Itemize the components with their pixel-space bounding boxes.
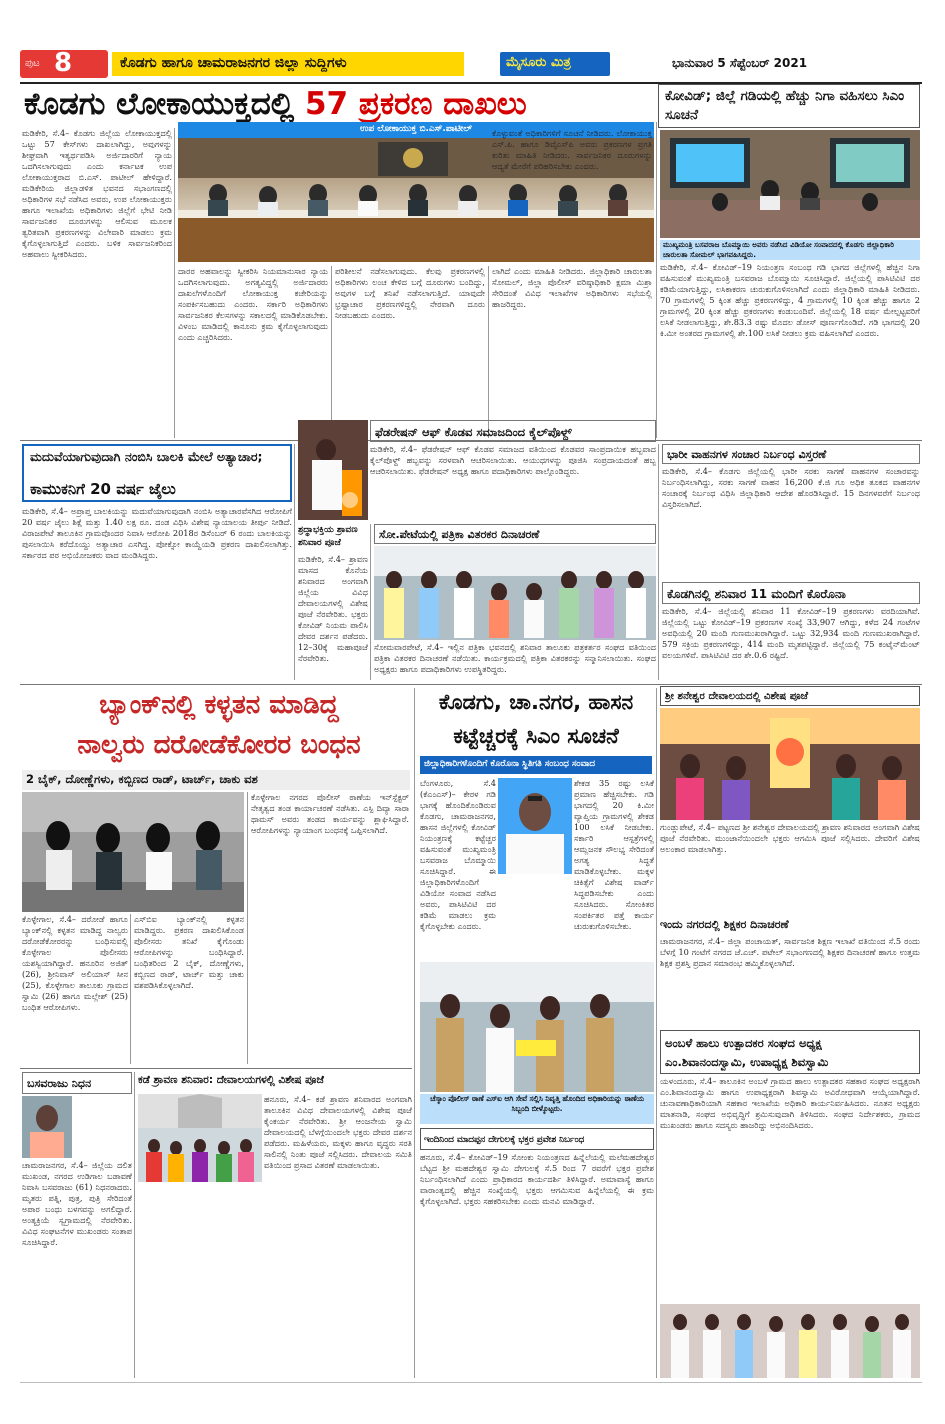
lead-col-5: ಕೊಳ್ಳುವಂತೆ ಅಧಿಕಾರಿಗಳಿಗೆ ಸೂಚನೆ ನೀಡಿದರು. ಲೋಕಾಯುಕ್ತ ಎಸ್.ಪಿ. ಹಾಗೂ ಡಿವೈಎಸ್‌ಪಿ ಅವರು ಪ್ರಕರಣಗಳ ಪ್ರಗತಿ ಕುರಿತು ಮಾಹಿತಿ ನೀಡಿದರು. ಸಾರ್ವಜನಿಕರ ದೂರುಗಳನ್ನು ಆದ್ಯತೆ ಮೇರೆಗೆ ಪರಿಹರಿಸಬೇಕು ಎಂದರು. — [492, 128, 652, 171]
federation-photo — [298, 420, 368, 520]
footer-rule — [20, 1382, 922, 1383]
kade-shravana-headline: ಕಡೆ ಶ್ರಾವಣ ಶನಿವಾರ: ದೇವಾಲಯಗಳಲ್ಲಿ ವಿಶೇಷ ಪೂಜೆ — [138, 1074, 324, 1086]
federation-headline: ಫೆಡರೇಷನ್ ಆಫ್ ಕೊಡವ ಸಮಾಜದಿಂದ ಕೈಲ್‌ಪೊಳ್ದ್ — [375, 425, 572, 439]
vehicles-body: ಮಡಿಕೇರಿ, ಸೆ.4– ಕೊಡಗು ಜಿಲ್ಲೆಯಲ್ಲಿ ಭಾರೀ ಸರಕು ಸಾಗಣೆ ವಾಹನಗಳ ಸಂಚಾರವನ್ನು ನಿರ್ಬಂಧಿಸಲಾಗಿದ್ದು, ಸರಕು ಸಾಗಣೆ ವಾಹನ 16,200 ಕೆ.ಜಿ ಗೂ ಅಧಿಕ ತೂಕದ ವಾಹನಗಳ ಸಂಚಾರಕ್ಕೆ ನಿರ್ಬಂಧ ವಿಧಿಸಿ ಜಿಲ್ಲಾಧಿಕಾರಿ ಆದೇಶ ಹೊರಡಿಸಿದ್ದಾರೆ. 15 ದಿನಗಳವರೆಗೆ ನಿರ್ಬಂಧ ವಿಸ್ತರಿಸಲಾಗಿದೆ. — [662, 466, 920, 509]
newspaper-brand: ಮೈಸೂರು ಮಿತ್ರ — [500, 52, 610, 76]
federation-body: ಮಡಿಕೇರಿ, ಸೆ.4– ಫೆಡರೇಷನ್ ಆಫ್ ಕೊಡವ ಸಮಾಜದ ವತಿಯಿಂದ ಕೊಡವರ ಸಾಂಪ್ರದಾಯಿಕ ಹಬ್ಬವಾದ ಕೈಲ್‌ಪೊಳ್ದ್ ಹಬ್ಬವನ್ನು ಸರಳವಾಗಿ ಆಚರಿಸಲಾಯಿತು. ಆಯುಧಗಳನ್ನು ಪೂಜಿಸಿ ಸಂಪ್ರದಾಯದಂತೆ ಹಬ್ಬ ಆಚರಿಸಲಾಯಿತು. ಫೆಡರೇಷನ್ ಅಧ್ಯಕ್ಷ ಹಾಗೂ ಪದಾಧಿಕಾರಿಗಳು ಪಾಲ್ಗೊಂಡಿದ್ದರು. — [370, 444, 656, 476]
bank-col-2: ಎಸ್‌ಬಿಐ ಬ್ಯಾಂಕ್‌ನಲ್ಲಿ ಕಳ್ಳತನ ಮಾಡಿದ್ದರು. ಪ್ರಕರಣ ದಾಖಲಿಸಿಕೊಂಡ ಪೊಲೀಸರು ತನಿಖೆ ಕೈಗೊಂಡು ಆರೋಪಿಗಳನ್ನು ಬಂಧಿಸಿದ್ದಾರೆ. ಬಂಧಿತರಿಂದ 2 ಬೈಕ್, ದೋಣ್ಣೆಗಳು, ಕಬ್ಬಿಣದ ರಾಡ್, ಟಾರ್ಚ್ ಮತ್ತು ಚಾಕು ವಶಪಡಿಸಿಕೊಳ್ಳಲಾಗಿದೆ. — [134, 914, 244, 990]
marriage-kicker: ಮದುವೆಯಾಗುವುದಾಗಿ ನಂಬಿಸಿ ಬಾಲಕಿ ಮೇಲೆ ಅತ್ಯಾಚಾರ; — [30, 449, 263, 464]
cm-portrait-photo — [498, 778, 572, 874]
milk-headline-line-1: ಅಂಬಳೆ ಹಾಲು ಉತ್ಪಾದಕರ ಸಂಘದ ಅಧ್ಯಕ್ಷ — [665, 1036, 822, 1050]
section-rule — [20, 684, 922, 685]
temple-headline-box — [660, 686, 920, 706]
cm-talks-col-2: ಶೇಕಡ 35 ರಷ್ಟು ಲಸಿಕೆ ಪ್ರಮಾಣ ಹೆಚ್ಚಿಸಬೇಕು. ಗಡಿ ಭಾಗದಲ್ಲಿ 20 ಕಿ.ಮೀ ವ್ಯಾಪ್ತಿಯ ಗ್ರಾಮಗಳಲ್ಲಿ ಶೇಕಡ 100 ಲಸಿಕೆ ನೀಡಬೇಕು. ಸರ್ಕಾರಿ ಆಸ್ಪತ್ರೆಗಳಲ್ಲಿ ಆಮ್ಲಜನಕ ಸೌಲಭ್ಯ ಸೇರಿದಂತೆ ಅಗತ್ಯ ಸಿದ್ಧತೆ ಮಾಡಿಕೊಳ್ಳಬೇಕು. ಮಕ್ಕಳ ಚಿಕಿತ್ಸೆಗೆ ವಿಶೇಷ ವಾರ್ಡ್ ಸಿದ್ಧಪಡಿಸಬೇಕು ಎಂದು ಸೂಚಿಸಿದರು. ಸೋಂಕಿತರ ಸಂಪರ್ಕಿತರ ಪತ್ತೆ ಕಾರ್ಯ ಚುರುಕುಗೊಳಿಸಬೇಕು. — [574, 778, 654, 931]
column-rule — [370, 524, 371, 680]
cm-talks-headline-line-2: ಕಟ್ಟೆಚ್ಚರಕ್ಕೆ ಸಿಎಂ ಸೂಚನೆ — [453, 724, 619, 748]
milk-society-photo — [660, 1304, 920, 1378]
marriage-headline: ಕಾಮುಕನಿಗೆ 20 ವರ್ಷ ಜೈಲು — [30, 480, 176, 498]
issue-date: ಭಾನುವಾರ 5 ಸೆಪ್ಟೆಂಬರ್ 2021 — [672, 56, 808, 70]
page-label: ಪುಟ — [25, 58, 40, 69]
teachers-day-body: ಚಾಮರಾಜನಗರ, ಸೆ.4– ಜಿಲ್ಲಾ ಪಂಚಾಯತ್, ಸಾರ್ವಜನಿಕ ಶಿಕ್ಷಣ ಇಲಾಖೆ ವತಿಯಿಂದ ಸೆ.5 ರಂದು ಬೆಳಗ್ಗೆ 10 ಗಂಟೆಗೆ ನಗರದ ಜೆ.ಎಚ್. ಪಟೇಲ್ ಸಭಾಂಗಣದಲ್ಲಿ ಶಿಕ್ಷಕರ ದಿನಾಚರಣೆ ಹಾಗೂ ಉತ್ತಮ ಶಿಕ್ಷಕ ಪ್ರಶಸ್ತಿ ಪ್ರದಾನ ಸಮಾರಂಭ ಹಮ್ಮಿಕೊಳ್ಳಲಾಗಿದೆ. — [660, 936, 920, 968]
marriage-body: ಮಡಿಕೇರಿ, ಸೆ.4– ಅಪ್ರಾಪ್ತ ಬಾಲಕಿಯನ್ನು ಮದುವೆಯಾಗುವುದಾಗಿ ನಂಬಿಸಿ ಅತ್ಯಾಚಾರವೆಸಗಿದ ಆರೋಪಿಗೆ 20 ವರ್ಷ ಜೈಲು ಶಿಕ್ಷೆ ಮತ್ತು 1.40 ಲಕ್ಷ ರೂ. ದಂಡ ವಿಧಿಸಿ ವಿಶೇಷ ನ್ಯಾಯಾಲಯ ತೀರ್ಪು ನೀಡಿದೆ. ವಿರಾಜಪೇಟೆ ತಾಲೂಕಿನ ಗ್ರಾಮವೊಂದರ ನಿವಾಸಿ ಆರೋಪಿ 2018ರ ಡಿಸೆಂಬರ್ 6 ರಂದು ಬಾಲಕಿಯನ್ನು ಪುಸಲಾಯಿಸಿ ಕರೆದೊಯ್ದು ಅತ್ಯಾಚಾರ ಎಸಗಿದ್ದ. ಪೋಕ್ಸೋ ಕಾಯ್ದೆಯಡಿ ಪ್ರಕರಣ ದಾಖಲಿಸಲಾಗಿತ್ತು. ಸರ್ಕಾರದ ಪರ ಅಭಿಯೋಜಕರು ವಾದ ಮಂಡಿಸಿದ್ದರು. — [22, 506, 292, 560]
bank-subhead: 2 ಬೈಕ್, ದೋಣ್ಣೆಗಳು, ಕಬ್ಬಿಣದ ರಾಡ್, ಟಾರ್ಚ್, ಚಾಕು ವಶ — [22, 770, 410, 790]
column-rule — [294, 444, 295, 680]
corona11-headline: ಕೊಡಗಿನಲ್ಲಿ ಶನಿವಾರ 11 ಮಂದಿಗೆ ಕೊರೊನಾ — [667, 587, 846, 601]
lead-col-1: ಮಡಿಕೇರಿ, ಸೆ.4– ಕೊಡಗು ಜಿಲ್ಲೆಯ ಲೋಕಾಯುಕ್ತದಲ್ಲಿ ಒಟ್ಟು 57 ಕೇಸ್‌ಗಳು ದಾಖಲಾಗಿದ್ದು, ಅವುಗಳನ್ನು ಶೀಘ್ರವಾಗಿ ಇತ್ಯರ್ಥಪಡಿಸಿ ಅರ್ಜಿದಾರರಿಗೆ ನ್ಯಾಯ ಒದಗಿಸಲಾಗುವುದು ಎಂದು ಕರ್ನಾಟಕ ಉಪ ಲೋಕಾಯುಕ್ತರಾದ ಬಿ.ಎಸ್. ಪಾಟೀಲ್ ಹೇಳಿದ್ದಾರೆ. ಮಡಿಕೇರಿಯ ಜಿಲ್ಲಾಡಳಿತ ಭವನದ ಸಭಾಂಗಣದಲ್ಲಿ ಅಧಿಕಾರಿಗಳ ಸಭೆ ನಡೆಸಿದ ಅವರು, ಉಪ ಲೋಕಾಯುಕ್ತರು ಹಾಗೂ ಇಲಾಖೆಯ ಅಧಿಕಾರಿಗಳು ಜಿಲ್ಲೆಗೆ ಭೇಟಿ ನೀಡಿ ಸಾರ್ವಜನಿಕರ ದೂರುಗಳನ್ನು ಆಲಿಸುವ ಮೂಲಕ ತ್ವರಿತವಾಗಿ ಪ್ರಕರಣಗಳನ್ನು ವಿಲೇವಾರಿ ಮಾಡಲು ಕ್ರಮ ಕೈಗೊಳ್ಳಲಾಗುತ್ತಿದೆ ಎಂದರು. ಬಳಿಕ ಸಾರ್ವಜನಿಕರಿಂದ ಅಹವಾಲು ಸ್ವೀಕರಿಸಿದರು. — [22, 128, 172, 259]
kade-shravana-body: ಹನೂರು, ಸೆ.4– ಕಡೆ ಶ್ರಾವಣ ಶನಿವಾರದ ಅಂಗವಾಗಿ ತಾಲೂಕಿನ ವಿವಿಧ ದೇವಾಲಯಗಳಲ್ಲಿ ವಿಶೇಷ ಪೂಜೆ ಕೈಂಕರ್ಯ ನೆರವೇರಿತು. ಶ್ರೀ ಆಂಜನೇಯ ಸ್ವಾಮಿ ದೇವಾಲಯದಲ್ಲಿ ಬೆಳಗ್ಗೆಯಿಂದಲೇ ಭಕ್ತರು ದೇವರ ದರ್ಶನ ಪಡೆದರು. ಮಹಿಳೆಯರು, ಮಕ್ಕಳು ಹಾಗೂ ವೃದ್ಧರು ಸರತಿ ಸಾಲಿನಲ್ಲಿ ನಿಂತು ಪೂಜೆ ಸಲ್ಲಿಸಿದರು. ದೇವಾಲಯ ಸಮಿತಿ ವತಿಯಿಂದ ಪ್ರಸಾದ ವಿತರಣೆ ಮಾಡಲಾಯಿತು. — [264, 1094, 412, 1170]
covid-cm-photo — [660, 130, 920, 238]
shravana-headline: ಶ್ರದ್ಧಾಭಕ್ತಿಯ ಶ್ರಾವಣ ಶನಿವಾರ ಪೂಜೆ — [298, 525, 358, 548]
cm-talks-headline-line-1: ಕೊಡಗು, ಚಾ.ನಗರ, ಹಾಸನ — [438, 690, 634, 714]
covid-cm-headline: ಕೋವಿಡ್; ಜಿಲ್ಲೆ ಗಡಿಯಲ್ಲಿ ಹೆಚ್ಚು ನಿಗಾ ವಹಿಸಲು ಸಿಎಂ ಸೂಚನೆ — [665, 88, 905, 123]
lead-photo-caption: ಉಪ ಲೋಕಾಯುಕ್ತ ಬಿ.ಎಸ್.ಪಾಟೀಲ್ — [178, 122, 654, 138]
covid-cm-caption: ಮುಖ್ಯಮಂತ್ರಿ ಬಸವರಾಜ ಬೊಮ್ಮಾಯಿ ಅವರು ನಡೆಸಿದ ವಿಡಿಯೋ ಸಂವಾದದಲ್ಲಿ ಕೊಡಗು ಜಿಲ್ಲಾಧಿಕಾರಿ ಚಾರುಲತಾ ಸೋಮಲ್ ಭಾಗವಹಿಸಿದ್ದರು. — [660, 240, 920, 260]
vehicles-headline: ಭಾರೀ ವಾಹನಗಳ ಸಂಚಾರ ನಿರ್ಬಂಧ ವಿಸ್ತರಣೆ — [667, 448, 827, 461]
milk-headline-line-2: ಎಂ.ಶಿವಾನಂದಸ್ವಾಮಿ, ಉಪಾಧ್ಯಕ್ಷ ಶಿವಸ್ವಾಮಿ — [665, 1055, 829, 1069]
milk-body: ಯಳಂದೂರು, ಸೆ.4– ತಾಲೂಕಿನ ಅಂಬಳೆ ಗ್ರಾಮದ ಹಾಲು ಉತ್ಪಾದಕರ ಸಹಕಾರ ಸಂಘದ ಅಧ್ಯಕ್ಷರಾಗಿ ಎಂ.ಶಿವಾನಂದಸ್ವಾಮಿ ಹಾಗೂ ಉಪಾಧ್ಯಕ್ಷರಾಗಿ ಶಿವಸ್ವಾಮಿ ಅವಿರೋಧವಾಗಿ ಆಯ್ಕೆಯಾಗಿದ್ದಾರೆ. ಚುನಾವಣಾಧಿಕಾರಿಯಾಗಿ ಸಹಕಾರ ಇಲಾಖೆಯ ಅಧಿಕಾರಿ ಕಾರ್ಯನಿರ್ವಹಿಸಿದರು. ನೂತನ ಅಧ್ಯಕ್ಷರು ಮಾತನಾಡಿ, ಸಂಘದ ಅಭಿವೃದ್ಧಿಗೆ ಶ್ರಮಿಸುವುದಾಗಿ ತಿಳಿಸಿದರು. ಸಂಘದ ನಿರ್ದೇಶಕರು, ಗ್ರಾಮದ ಮುಖಂಡರು ಹಾಗೂ ಸದಸ್ಯರು ಹಾಜರಿದ್ದು ಅಭಿನಂದಿಸಿದರು. — [660, 1076, 920, 1130]
lead-headline-part-a: ಕೊಡಗು ಲೋಕಾಯುಕ್ತದಲ್ಲಿ — [24, 86, 295, 122]
teachers-day-headline: ಇಂದು ನಗರದಲ್ಲಿ ಶಿಕ್ಷಕರ ದಿನಾಚರಣೆ — [660, 918, 789, 931]
mahadeshwara-headline-box — [420, 1128, 654, 1150]
column-rule — [656, 688, 657, 1378]
column-rule — [488, 266, 489, 438]
obituary-body: ಚಾಮರಾಜನಗರ, ಸೆ.4– ಜಿಲ್ಲೆಯ ದಲಿತ ಮುಖಂಡ, ನಗರದ ಉಡಿಗಾಲ ಬಡಾವಣೆ ನಿವಾಸಿ ಬಸವರಾಜು (61) ನಿಧನರಾದರು. ಮೃತರು ಪತ್ನಿ, ಪುತ್ರ, ಪುತ್ರಿ ಸೇರಿದಂತೆ ಅಪಾರ ಬಂಧು ಬಳಗವನ್ನು ಅಗಲಿದ್ದಾರೆ. ಅಂತ್ಯಕ್ರಿಯೆ ಸ್ವಗ್ರಾಮದಲ್ಲಿ ನೆರವೇರಿತು. ವಿವಿಧ ಸಂಘಟನೆಗಳ ಮುಖಂಡರು ಸಂತಾಪ ಸೂಚಿಸಿದ್ದಾರೆ. — [22, 1160, 132, 1247]
marriage-headline-box — [22, 444, 292, 502]
section-title: ಕೊಡಗು ಹಾಗೂ ಚಾಮರಾಜನಗರ ಜಿಲ್ಲಾ ಸುದ್ದಿಗಳು — [112, 52, 464, 76]
temple-body: ಗುಂಡ್ಲುಪೇಟೆ, ಸೆ.4– ಪಟ್ಟಣದ ಶ್ರೀ ಶನೇಶ್ವರ ದೇವಾಲಯದಲ್ಲಿ ಶ್ರಾವಣ ಶನಿವಾರದ ಅಂಗವಾಗಿ ವಿಶೇಷ ಪೂಜೆ ನೆರವೇರಿತು. ಮುಂಜಾನೆಯಿಂದಲೇ ಭಕ್ತರು ಆಗಮಿಸಿ ಪೂಜೆ ಸಲ್ಲಿಸಿದರು. ದೇವರಿಗೆ ವಿಶೇಷ ಅಲಂಕಾರ ಮಾಡಲಾಗಿತ್ತು. — [660, 822, 920, 854]
bank-col-1: ಕೊಳ್ಳೇಗಾಲ, ಸೆ.4– ದರೋಡೆ ಹಾಗೂ ಬ್ಯಾಂಕ್‌ನಲ್ಲಿ ಕಳ್ಳತನ ಮಾಡಿದ್ದ ನಾಲ್ವರು ದರೋಡೆಕೋರರನ್ನು ಬಂಧಿಸುವಲ್ಲಿ ಕೊಳ್ಳೇಗಾಲ ಪೊಲೀಸರು ಯಶಸ್ವಿಯಾಗಿದ್ದಾರೆ. ಹನೂರಿನ ಅಜಿತ್ (26), ಶ್ರೀನಿವಾಸ್ ಅಲಿಯಾಸ್ ಸೀನ (25), ಕೊಳ್ಳೇಗಾಲ ತಾಲೂಕು ಗ್ರಾಮದ ಸ್ವಾಮಿ (26) ಹಾಗೂ ಮಲ್ಲೇಶ್ (25) ಬಂಧಿತ ಆರೋಪಿಗಳು. — [22, 914, 128, 1012]
column-rule — [414, 688, 415, 1378]
federation-headline-box — [370, 420, 656, 442]
bank-col-3: ಕೊಳ್ಳೇಗಾಲ ನಗರದ ಪೊಲೀಸ್ ಠಾಣೆಯ ಇನ್‌ಸ್ಪೆಕ್ಟರ್ ನೇತೃತ್ವದ ತಂಡ ಕಾರ್ಯಾಚರಣೆ ನಡೆಸಿತು. ಎಸ್ಪಿ ದಿವ್ಯಾ ಸಾರಾ ಥಾಮಸ್ ಅವರು ತಂಡದ ಕಾರ್ಯವನ್ನು ಶ್ಲಾಘಿಸಿದ್ದಾರೆ. ಆರೋಪಿಗಳನ್ನು ನ್ಯಾಯಾಂಗ ಬಂಧನಕ್ಕೆ ಒಪ್ಪಿಸಲಾಗಿದೆ. — [251, 792, 409, 835]
cm-talks-col-1: ಬೆಂಗಳೂರು, ಸೆ.4 (ಕೆಎಂಎಸ್)– ಕೇರಳ ಗಡಿ ಭಾಗಕ್ಕೆ ಹೊಂದಿಕೊಂಡಿರುವ ಕೊಡಗು, ಚಾಮರಾಜನಗರ, ಹಾಸನ ಜಿಲ್ಲೆಗಳಲ್ಲಿ ಕೋವಿಡ್ ನಿಯಂತ್ರಣಕ್ಕೆ ಕಟ್ಟೆಚ್ಚರ ವಹಿಸುವಂತೆ ಮುಖ್ಯಮಂತ್ರಿ ಬಸವರಾಜ ಬೊಮ್ಮಾಯಿ ಸೂಚಿಸಿದ್ದಾರೆ. ಈ ಜಿಲ್ಲಾಧಿಕಾರಿಗಳೊಂದಿಗೆ ವಿಡಿಯೋ ಸಂವಾದ ನಡೆಸಿದ ಅವರು, ಪಾಸಿಟಿವಿಟಿ ದರ ಕಡಿಮೆ ಮಾಡಲು ಕ್ರಮ ಕೈಗೊಳ್ಳಬೇಕು ಎಂದರು. — [420, 778, 496, 931]
vehicles-headline-box — [662, 444, 920, 464]
mahadeshwara-headline: ಇಂದಿನಿಂದ ಮಾದಪ್ಪನ ದೇಗುಲಕ್ಕೆ ಭಕ್ತರ ಪ್ರವೇಶ ನಿರ್ಬಂಧ — [424, 1135, 585, 1145]
somwarpet-headline: ಸೋ.ಪೇಟೆಯಲ್ಲಿ ಪತ್ರಿಕಾ ವಿತರಕರ ದಿನಾಚರಣೆ — [379, 528, 540, 541]
obituary-photo — [22, 1096, 72, 1158]
column-rule — [656, 122, 657, 438]
obituary-headline: ಬಸವರಾಜು ನಿಧನ — [27, 1077, 92, 1090]
temple-headline: ಶ್ರೀ ಶನೇಶ್ವರ ದೇವಾಲಯದಲ್ಲಿ ವಿಶೇಷ ಪೂಜೆ — [665, 691, 809, 702]
column-rule — [174, 128, 175, 438]
kade-shravana-photo — [138, 1094, 262, 1182]
column-rule — [331, 266, 332, 438]
obituary-headline-box — [22, 1072, 132, 1094]
cm-talks-subhead: ಜಿಲ್ಲಾಧಿಕಾರಿಗಳೊಂದಿಗೆ ಕೊರೊನಾ ಸ್ಥಿತಿಗತಿ ಸಂಬಂಧ ಸಂವಾದ — [420, 756, 652, 774]
page-number: 8 — [54, 48, 73, 78]
column-rule — [134, 1072, 135, 1378]
covid-cm-headline-box — [658, 84, 920, 128]
corona11-body: ಮಡಿಕೇರಿ, ಸೆ.4– ಜಿಲ್ಲೆಯಲ್ಲಿ ಶನಿವಾರ 11 ಕೋವಿಡ್–19 ಪ್ರಕರಣಗಳು ವರದಿಯಾಗಿವೆ. ಜಿಲ್ಲೆಯಲ್ಲಿ ಒಟ್ಟು ಕೋವಿಡ್–19 ಪ್ರಕರಣಗಳ ಸಂಖ್ಯೆ 33,907 ಆಗಿದ್ದು, ಕಳೆದ 24 ಗಂಟೆಗಳ ಅವಧಿಯಲ್ಲಿ 20 ಮಂದಿ ಗುಣಮುಖರಾಗಿದ್ದಾರೆ. ಒಟ್ಟು 32,934 ಮಂದಿ ಗುಣಮುಖರಾಗಿದ್ದಾರೆ. 579 ಸಕ್ರಿಯ ಪ್ರಕರಣಗಳಿದ್ದು, 414 ಮಂದಿ ಮೃತಪಟ್ಟಿದ್ದಾರೆ. ಜಿಲ್ಲೆಯಲ್ಲಿ 75 ಕಂಟೈನ್‌ಮೆಂಟ್ ವಲಯಗಳಿವೆ. ಪಾಸಿಟಿವಿಟಿ ದರ ಶೇ.0.6 ರಷ್ಟಿದೆ. — [662, 606, 920, 660]
milk-headline-box — [660, 1030, 920, 1074]
police-farewell-caption: ಚೆಸ್ಕಾಂ ಪೊಲೀಸ್ ಠಾಣೆ ಎಸ್‌ಐ ಆಗಿ ಸೇವೆ ಸಲ್ಲಿಸಿ ನಿವೃತ್ತಿ ಹೊಂದಿದ ಅಧಿಕಾರಿಯನ್ನು ಠಾಣೆಯ ಸಿಬ್ಬಂದಿ ಬೀಳ್ಕೊಟ್ಟರು. — [420, 1094, 654, 1124]
lead-col-4: ಲಾಗಿದೆ ಎಂದು ಮಾಹಿತಿ ನೀಡಿದರು. ಜಿಲ್ಲಾಧಿಕಾರಿ ಚಾರುಲತಾ ಸೋಮಲ್, ಜಿಲ್ಲಾ ಪೊಲೀಸ್ ವರಿಷ್ಠಾಧಿಕಾರಿ ಕ್ಷಮಾ ಮಿಶ್ರಾ ಸೇರಿದಂತೆ ವಿವಿಧ ಇಲಾಖೆಗಳ ಅಧಿಕಾರಿಗಳು ಸಭೆಯಲ್ಲಿ ಹಾಜರಿದ್ದರು. — [492, 266, 652, 309]
somwarpet-body: ಸೋಮವಾರಪೇಟೆ, ಸೆ.4– ಇಲ್ಲಿನ ಪತ್ರಿಕಾ ಭವನದಲ್ಲಿ ಶನಿವಾರ ತಾಲೂಕು ಪತ್ರಕರ್ತರ ಸಂಘದ ವತಿಯಿಂದ ಪತ್ರಿಕಾ ವಿತರಕರ ದಿನಾಚರಣೆ ನಡೆಯಿತು. ಕಾರ್ಯಕ್ರಮದಲ್ಲಿ ಪತ್ರಿಕಾ ವಿತರಕರನ್ನು ಸನ್ಮಾನಿಸಲಾಯಿತು. ಸಂಘದ ಅಧ್ಯಕ್ಷರು ಹಾಗೂ ಪದಾಧಿಕಾರಿಗಳು ಉಪಸ್ಥಿತರಿದ್ದರು. — [374, 642, 656, 674]
lead-headline — [24, 84, 644, 126]
column-rule — [658, 444, 659, 680]
police-farewell-photo — [420, 962, 654, 1092]
somwarpet-headline-box — [374, 524, 656, 544]
bank-headline-line-2: ನಾಲ್ವರು ದರೋಡೆಕೋರರ ಬಂಧನ — [77, 730, 361, 760]
page-number-tag — [20, 50, 108, 78]
column-rule — [247, 792, 248, 1064]
bank-robbers-photo — [22, 792, 244, 912]
somwarpet-photo — [374, 546, 656, 640]
lead-headline-part-b: 57 ಪ್ರಕರಣ ದಾಖಲು — [304, 86, 527, 122]
lead-col-2: ದಾರರ ಅಹವಾಲನ್ನು ಸ್ವೀಕರಿಸಿ ನಿಯಮಾನುಸಾರ ನ್ಯಾಯ ಒದಗಿಸಲಾಗುವುದು. ಅಗತ್ಯವಿದ್ದಲ್ಲಿ ಅರ್ಜಿದಾರರು ದಾಖಲೆಗಳೊಂದಿಗೆ ಲೋಕಾಯುಕ್ತ ಕಚೇರಿಯನ್ನು ಸಂಪರ್ಕಿಸಬಹುದು ಎಂದರು. ಸರ್ಕಾರಿ ಅಧಿಕಾರಿಗಳು ಸಾರ್ವಜನಿಕರ ಕೆಲಸಗಳನ್ನು ಸಕಾಲದಲ್ಲಿ ಮಾಡಿಕೊಡಬೇಕು. ವಿಳಂಬ ಮಾಡಿದಲ್ಲಿ ಕಾನೂನು ಕ್ರಮ ಕೈಗೊಳ್ಳಲಾಗುವುದು ಎಂದು ಎಚ್ಚರಿಸಿದರು. — [178, 266, 328, 342]
shravana-body: ಮಡಿಕೇರಿ, ಸೆ.4– ಶ್ರಾವಣ ಮಾಸದ ಕೊನೆಯ ಶನಿವಾರದ ಅಂಗವಾಗಿ ಜಿಲ್ಲೆಯ ವಿವಿಧ ದೇವಾಲಯಗಳಲ್ಲಿ ವಿಶೇಷ ಪೂಜೆ ನೆರವೇರಿತು. ಭಕ್ತರು ಕೋವಿಡ್ ನಿಯಮ ಪಾಲಿಸಿ ದೇವರ ದರ್ಶನ ಪಡೆದರು. 12–30ಕ್ಕೆ ಮಹಾಪೂಜೆ ನೆರವೇರಿತು. — [298, 554, 368, 663]
corona11-headline-box — [662, 582, 920, 604]
section-rule — [20, 1068, 412, 1069]
mahadeshwara-body: ಹನೂರು, ಸೆ.4– ಕೋವಿಡ್–19 ಸೋಂಕು ನಿಯಂತ್ರಣದ ಹಿನ್ನೆಲೆಯಲ್ಲಿ ಮಲೆಮಹದೇಶ್ವರ ಬೆಟ್ಟದ ಶ್ರೀ ಮಹದೇಶ್ವರ ಸ್ವಾಮಿ ದೇಗುಲಕ್ಕೆ ಸೆ.5 ರಿಂದ 7 ರವರೆಗೆ ಭಕ್ತರ ಪ್ರವೇಶ ನಿರ್ಬಂಧಿಸಲಾಗಿದೆ ಎಂದು ಪ್ರಾಧಿಕಾರದ ಕಾರ್ಯದರ್ಶಿ ತಿಳಿಸಿದ್ದಾರೆ. ಅಮಾವಾಸ್ಯೆ ಹಾಗೂ ವಾರಾಂತ್ಯದಲ್ಲಿ ಹೆಚ್ಚಿನ ಸಂಖ್ಯೆಯಲ್ಲಿ ಭಕ್ತರು ಆಗಮಿಸುವ ಹಿನ್ನೆಲೆಯಲ್ಲಿ ಈ ಕ್ರಮ ಕೈಗೊಳ್ಳಲಾಗಿದೆ. ಭಕ್ತರು ಸಹಕರಿಸಬೇಕು ಎಂದು ಮನವಿ ಮಾಡಿದ್ದಾರೆ. — [420, 1152, 654, 1206]
column-rule — [130, 914, 131, 1064]
temple-photo — [660, 708, 920, 820]
lead-col-3: ಪರಿಶೀಲನೆ ನಡೆಸಲಾಗುವುದು. ಕೆಲವು ಪ್ರಕರಣಗಳಲ್ಲಿ ಅಧಿಕಾರಿಗಳು ಲಂಚ ಕೇಳಿದ ಬಗ್ಗೆ ದೂರುಗಳು ಬಂದಿದ್ದು, ಅವುಗಳ ಬಗ್ಗೆ ತನಿಖೆ ನಡೆಸಲಾಗುತ್ತಿದೆ. ಯಾವುದೇ ಭ್ರಷ್ಟಾಚಾರ ಪ್ರಕರಣಗಳಿದ್ದಲ್ಲಿ ನೇರವಾಗಿ ದೂರು ನೀಡಬಹುದು ಎಂದರು. — [335, 266, 485, 320]
bank-headline-line-1: ಬ್ಯಾಂಕ್‌ನಲ್ಲಿ ಕಳ್ಳತನ ಮಾಡಿದ್ದ — [99, 690, 339, 720]
covid-cm-body: ಮಡಿಕೇರಿ, ಸೆ.4– ಕೋವಿಡ್–19 ನಿಯಂತ್ರಣ ಸಂಬಂಧ ಗಡಿ ಭಾಗದ ಜಿಲ್ಲೆಗಳಲ್ಲಿ ಹೆಚ್ಚಿನ ನಿಗಾ ವಹಿಸುವಂತೆ ಮುಖ್ಯಮಂತ್ರಿ ಬಸವರಾಜ ಬೊಮ್ಮಾಯಿ ಸೂಚಿಸಿದ್ದಾರೆ. ಜಿಲ್ಲೆಯಲ್ಲಿ ಪಾಸಿಟಿವಿಟಿ ದರ ಕಡಿಮೆಯಾಗುತ್ತಿದ್ದು, ಲಸಿಕಾಕರಣ ಚುರುಕುಗೊಳಿಸಲಾಗಿದೆ ಎಂದು ಜಿಲ್ಲಾಧಿಕಾರಿ ಮಾಹಿತಿ ನೀಡಿದರು. 70 ಗ್ರಾಮಗಳಲ್ಲಿ 5 ಕ್ಕಿಂತ ಹೆಚ್ಚು ಪ್ರಕರಣಗಳಿದ್ದು, 4 ಗ್ರಾಮಗಳಲ್ಲಿ 10 ಕ್ಕಿಂತ ಹೆಚ್ಚು ಹಾಗೂ 2 ಗ್ರಾಮಗಳಲ್ಲಿ 20 ಕ್ಕಿಂತ ಹೆಚ್ಚು ಪ್ರಕರಣಗಳು ಕಂಡುಬಂದಿವೆ. ಜಿಲ್ಲೆಯಲ್ಲಿ 18 ವರ್ಷ ಮೇಲ್ಪಟ್ಟವರಿಗೆ ಲಸಿಕೆ ನೀಡಲಾಗುತ್ತಿದ್ದು, ಶೇ.83.3 ರಷ್ಟು ಮೊದಲ ಡೋಸ್ ಪೂರ್ಣಗೊಂಡಿದೆ. ಗಡಿ ಭಾಗದಲ್ಲಿ 20 ಕಿ.ಮೀ ಅಂತರದ ಗ್ರಾಮಗಳಲ್ಲಿ ಶೇ.100 ಲಸಿಕೆ ನೀಡಲು ಕ್ರಮ ವಹಿಸಲಾಗಿದೆ ಎಂದರು. — [660, 262, 920, 338]
